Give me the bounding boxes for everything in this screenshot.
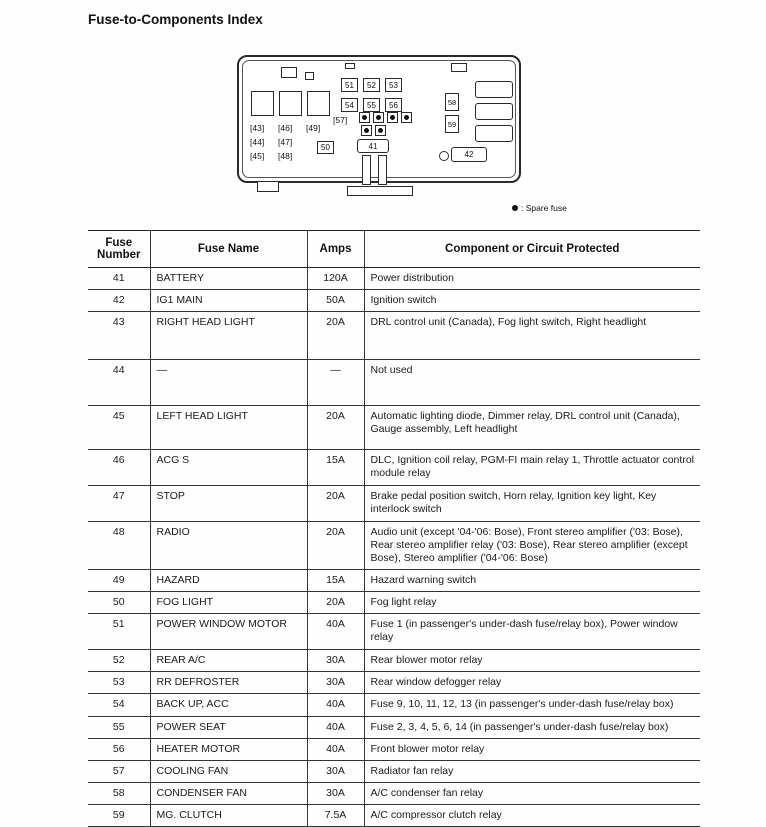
cell-component: Rear window defogger relay [364,672,700,694]
spare-fuse-dot [390,115,395,120]
spare-fuse-dot [376,115,381,120]
table-row [88,592,700,614]
relay-box [251,91,274,116]
cell-component: Fuse 2, 3, 4, 5, 6, 14 (in passenger's under-dash fuse/relay box) [364,716,700,738]
cell-amps: — [307,360,364,406]
spare-fuse-dot [378,128,383,133]
cell-amps: 20A [307,521,364,569]
cell-amps: 30A [307,650,364,672]
fusebox-leg [362,155,371,185]
table-row [88,782,700,804]
fuse-slot-53: 53 [385,78,402,92]
spare-fuse-dot [364,128,369,133]
cell-component: A/C condenser fan relay [364,782,700,804]
fusebox-mount-base [347,186,413,196]
cell-fuse-number: 52 [88,650,150,672]
cell-amps: 15A [307,450,364,486]
table-row [88,268,700,290]
bolt-hole [439,151,449,161]
cell-fuse-name: BACK UP, ACC [150,694,307,716]
cell-fuse-name: HAZARD [150,569,307,591]
cell-fuse-name: — [150,360,307,406]
cell-fuse-number: 45 [88,406,150,450]
table-row [88,614,700,650]
cell-amps: 30A [307,782,364,804]
cell-fuse-number: 54 [88,694,150,716]
relay-box [279,91,302,116]
cell-fuse-number: 57 [88,760,150,782]
table-row [88,450,700,486]
cell-fuse-name: FOG LIGHT [150,592,307,614]
table-row [88,760,700,782]
table-row [88,738,700,760]
cell-fuse-number: 58 [88,782,150,804]
cell-amps: 20A [307,406,364,450]
cell-fuse-name: COOLING FAN [150,760,307,782]
fuse-label-43: [43] [250,123,265,133]
cell-fuse-name: POWER WINDOW MOTOR [150,614,307,650]
table-row [88,672,700,694]
spare-fuse [361,125,372,136]
cell-fuse-name: LEFT HEAD LIGHT [150,406,307,450]
cell-fuse-name: CONDENSER FAN [150,782,307,804]
cell-fuse-number: 51 [88,614,150,650]
underhood-fusebox-diagram [237,55,521,183]
cell-component: Audio unit (except '04-'06: Bose), Front stereo amplifier ('03: Bose), Rear stereo amplifier relay ('03: Bose), Rear stereo amplifier (except Bose), Stereo amplifier ('04-'06: Bose) [364,521,700,569]
cell-fuse-name: RR DEFROSTER [150,672,307,694]
spare-fuse-dot [512,205,518,211]
legend-text: : Spare fuse [521,203,567,213]
table-row [88,521,700,569]
header-component: Component or Circuit Protected [364,231,700,268]
cell-component: Hazard warning switch [364,569,700,591]
cell-fuse-number: 53 [88,672,150,694]
cell-fuse-name: RADIO [150,521,307,569]
table-row [88,569,700,591]
cell-component: DLC, Ignition coil relay, PGM-FI main relay 1, Throttle actuator control module relay [364,450,700,486]
relay-box [475,125,513,142]
fuse-label-45: [45] [250,151,265,161]
table-row [88,650,700,672]
header-amps: Amps [307,231,364,268]
cell-component: Brake pedal position switch, Horn relay, Ignition key light, Key interlock switch [364,486,700,521]
cell-amps: 15A [307,569,364,591]
table-row [88,312,700,360]
cell-fuse-number: 43 [88,312,150,360]
cell-fuse-number: 41 [88,268,150,290]
cell-fuse-name: ACG S [150,450,307,486]
fuse-label-44: [44] [250,137,265,147]
cell-fuse-number: 56 [88,738,150,760]
cell-amps: 7.5A [307,805,364,827]
cell-fuse-name: RIGHT HEAD LIGHT [150,312,307,360]
table-row [88,360,700,406]
cell-fuse-number: 48 [88,521,150,569]
table-row [88,805,700,827]
cell-amps: 40A [307,694,364,716]
cell-fuse-number: 44 [88,360,150,406]
cell-fuse-name: MG. CLUTCH [150,805,307,827]
fuse-slot-54: 54 [341,98,358,112]
cell-fuse-number: 55 [88,716,150,738]
cell-fuse-number: 50 [88,592,150,614]
spare-fuse [375,125,386,136]
fuse-table-body [88,268,700,827]
cell-component: Radiator fan relay [364,760,700,782]
connector-box [305,72,314,80]
cell-fuse-name: IG1 MAIN [150,290,307,312]
legend [512,203,567,213]
cell-amps: 20A [307,486,364,521]
fuse-slot-58: 58 [445,93,459,111]
fuse-label-47: [47] [278,137,293,147]
relay-box [307,91,330,116]
cell-component: DRL control unit (Canada), Fog light switch, Right headlight [364,312,700,360]
cell-fuse-number: 59 [88,805,150,827]
cell-component: Fog light relay [364,592,700,614]
header-fuse-number: Fuse Number [88,231,150,268]
spare-fuse [387,112,398,123]
fuse-slot-52: 52 [363,78,380,92]
fuse-label-57: [57] [333,115,348,125]
fuse-slot-51: 51 [341,78,358,92]
spare-fuse [401,112,412,123]
cell-component: Front blower motor relay [364,738,700,760]
table-header-row [88,231,700,268]
fuse-label-46: [46] [278,123,293,133]
spare-fuse-dot [362,115,367,120]
cell-fuse-number: 46 [88,450,150,486]
fusebox-leg [378,155,387,185]
cell-amps: 20A [307,592,364,614]
fuse-label-48: [48] [278,151,293,161]
table-row [88,406,700,450]
cell-fuse-name: HEATER MOTOR [150,738,307,760]
cell-component: Ignition switch [364,290,700,312]
cell-fuse-number: 47 [88,486,150,521]
relay-box [475,103,513,120]
cell-fuse-name: STOP [150,486,307,521]
cell-amps: 50A [307,290,364,312]
cell-amps: 30A [307,672,364,694]
fuse-slot-59: 59 [445,115,459,133]
cell-component: Rear blower motor relay [364,650,700,672]
fuse-slot-41: 41 [357,139,389,153]
table-row [88,486,700,521]
table-row [88,716,700,738]
cell-fuse-number: 42 [88,290,150,312]
table-row [88,694,700,716]
cell-fuse-number: 49 [88,569,150,591]
cell-amps: 40A [307,738,364,760]
connector-box [281,67,297,78]
cell-component: Automatic lighting diode, Dimmer relay, DRL control unit (Canada), Gauge assembly, Left headlight [364,406,700,450]
fuse-slot-55: 55 [363,98,380,112]
fuse-slot-42: 42 [451,147,487,162]
cell-fuse-name: POWER SEAT [150,716,307,738]
fusebox-mount-tab [257,181,279,192]
cell-amps: 40A [307,614,364,650]
spare-fuse-dot [404,115,409,120]
fuse-slot-50: 50 [317,141,334,154]
header-fuse-name: Fuse Name [150,231,307,268]
cell-component: A/C compressor clutch relay [364,805,700,827]
cell-component: Power distribution [364,268,700,290]
spare-fuse [359,112,370,123]
cell-amps: 120A [307,268,364,290]
cell-amps: 20A [307,312,364,360]
fuse-index-table [88,230,700,827]
cell-fuse-name: REAR A/C [150,650,307,672]
spare-fuse [373,112,384,123]
relay-box [475,81,513,98]
cell-fuse-name: BATTERY [150,268,307,290]
cell-amps: 30A [307,760,364,782]
fuse-label-49: [49] [306,123,321,133]
connector-box [451,63,467,72]
cell-component: Fuse 1 (in passenger's under-dash fuse/relay box), Power window relay [364,614,700,650]
fuse-slot-56: 56 [385,98,402,112]
cell-amps: 40A [307,716,364,738]
cell-component: Not used [364,360,700,406]
connector-box [345,63,355,69]
cell-component: Fuse 9, 10, 11, 12, 13 (in passenger's under-dash fuse/relay box) [364,694,700,716]
table-row [88,290,700,312]
page-title: Fuse-to-Components Index [88,12,263,27]
